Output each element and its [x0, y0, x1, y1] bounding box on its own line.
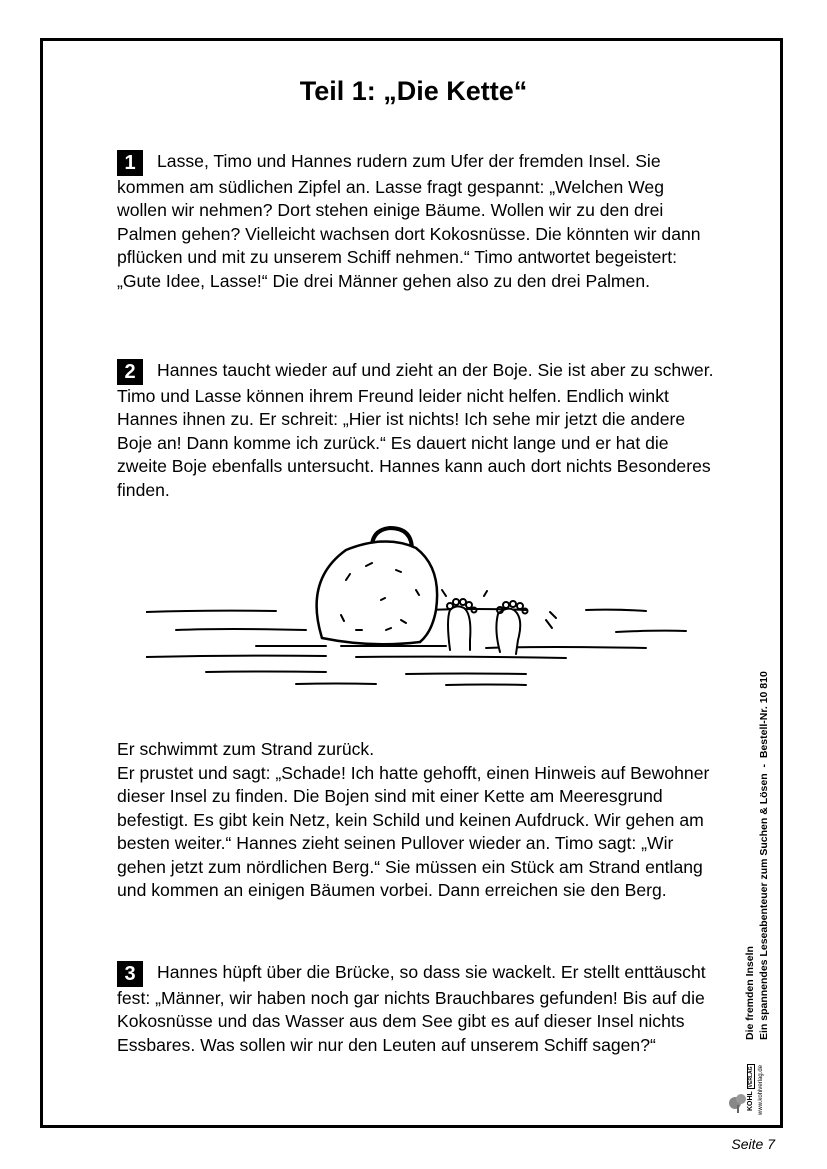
section-number-badge: 1 [117, 150, 143, 176]
section-2 [117, 359, 717, 502]
section-2-continuation-1: Er schwimmt zum Strand zurück. [117, 739, 375, 759]
sidebar-title-line [744, 946, 756, 1040]
section-number-badge: 2 [117, 359, 143, 385]
page-number: Seite 7 [731, 1136, 775, 1152]
publisher-name: KOHL [747, 1091, 754, 1111]
sidebar-book-title: Die fremden Inseln [744, 946, 756, 1040]
sidebar-order-number: Bestell-Nr. 10 810 [758, 671, 770, 759]
buoy-with-feet-icon [146, 520, 692, 690]
section-1 [117, 150, 717, 293]
sidebar-subtitle: Ein spannendes Leseabenteuer zum Suchen & Lösen [758, 773, 770, 1040]
sidebar-subtitle-line [758, 671, 770, 1040]
publisher-url: www.kohlverlag.de [758, 1064, 764, 1115]
sidebar-separator: - [758, 764, 770, 768]
publisher-logo [727, 1045, 767, 1117]
section-2-continuation-2: Er prustet und sagt: „Schade! Ich hatte gehofft, einen Hinweis auf Bewohner dieser Insel zu finden. Die Bojen sind mit einer Kette am Meeresgrund befestigt. Es gibt kein Netz, kein Schild und keinen Aufdruck. Wir gehen am besten weiter.“ Hannes zieht seinen Pullover wieder an. Timo sagt: „Wir gehen jetzt zum nördlichen Berg.“ Sie müssen ein Stück am Strand entlang und kommen an einigen Bäumen vorbei. Dann erreichen sie den Berg. [117, 763, 710, 901]
page-title: Teil 1: „Die Kette“ [299, 76, 528, 106]
publisher-badge: VERLAG [748, 1066, 754, 1088]
section-number-badge: 3 [117, 961, 143, 987]
section-3 [117, 961, 717, 1057]
section-text: Hannes hüpft über die Brücke, so dass sie wackelt. Er stellt enttäuscht fest: „Männer, wir haben noch gar nichts Brauchbares gefunden! Bis auf die Kokosnüsse und das Wasser aus dem See gibt es auf dieser Insel nichts Essbares. Was sollen wir nur den Leuten auf unserem Schiff sagen?“ [117, 962, 706, 1055]
section-text: Hannes taucht wieder auf und zieht an der Boje. Sie ist aber zu schwer. Timo und Lasse können ihrem Freund leider nicht helfen. Endlich winkt Hannes ihnen zu. Er schreit: „Hier ist nichts! Ich sehe mir jetzt die andere Boje an! Dann komme ich zurück.“ Es dauert nicht lange und er hat die zweite Boje ebenfalls untersucht. Hannes kann auch dort nichts Besonderes finden. [117, 360, 714, 500]
section-text: Lasse, Timo und Hannes rudern zum Ufer der fremden Insel. Sie kommen am südlichen Zipfel an. Lasse fragt gespannt: „Welchen Weg wollen wir nehmen? Dort stehen einige Bäume. Wollen wir zu den drei Palmen gehen? Vielleicht wachsen dort Kokosnüsse. Die könnten wir dann pflücken und mit zu unserem Schiff nehmen.“ Timo antwortet begeistert: „Gute Idee, Lasse!“ Die drei Männer gehen also zu den drei Palmen. [117, 151, 701, 291]
